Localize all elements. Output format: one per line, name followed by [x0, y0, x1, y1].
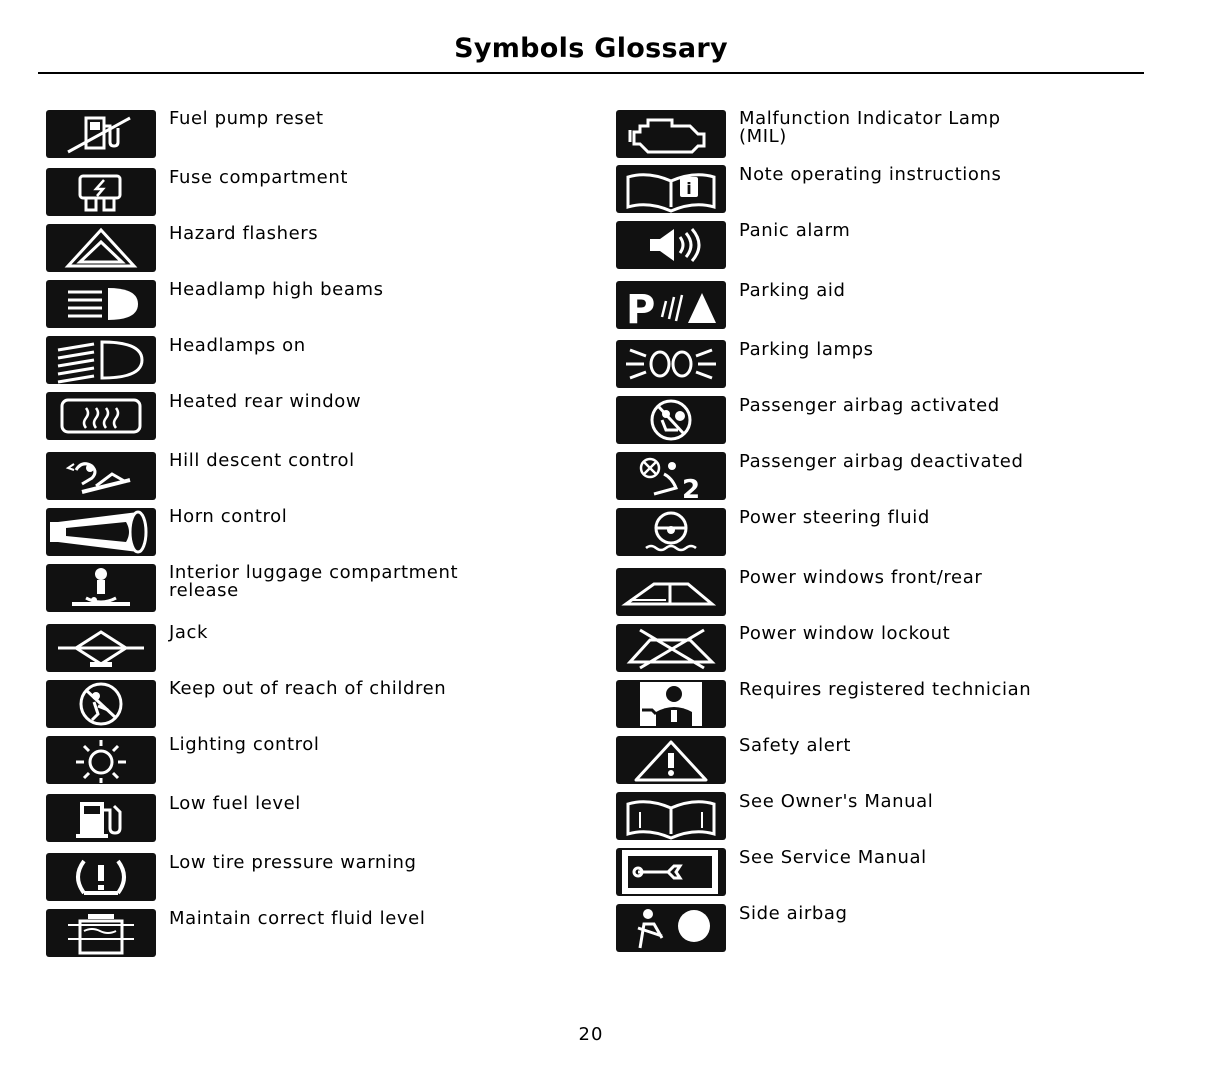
- glossary-label: Safety alert: [739, 735, 852, 756]
- open-book-icon: [616, 792, 726, 840]
- glossary-label: Interior luggage compartment release: [169, 562, 459, 601]
- glossary-label: Side airbag: [739, 903, 848, 924]
- jack-icon: [46, 624, 156, 672]
- parking-lamps-icon: [616, 340, 726, 388]
- glossary-label: Headlamp high beams: [169, 279, 384, 300]
- hazard-triangle-icon: [46, 224, 156, 272]
- rear-defrost-icon: [46, 392, 156, 440]
- parking-aid-icon: [616, 281, 726, 329]
- window-lockout-icon: [616, 624, 726, 672]
- fuel-pump-icon: [46, 794, 156, 842]
- glossary-label: Note operating instructions: [739, 164, 1002, 185]
- tire-pressure-icon: [46, 853, 156, 901]
- svg-text:i: i: [686, 179, 692, 198]
- glossary-label: Lighting control: [169, 734, 320, 755]
- glossary-label: Heated rear window: [169, 391, 362, 412]
- horn-icon: [46, 508, 156, 556]
- glossary-label: Power windows front/rear: [739, 567, 983, 588]
- glossary-label: Parking aid: [739, 280, 846, 301]
- glossary-label: Power window lockout: [739, 623, 951, 644]
- glossary-label: Maintain correct fluid level: [169, 908, 426, 929]
- glossary-label: Passenger airbag deactivated: [739, 451, 1024, 472]
- power-windows-icon: [616, 568, 726, 616]
- svg-text:2: 2: [682, 475, 701, 500]
- glossary-label: Panic alarm: [739, 220, 851, 241]
- hill-descent-icon: [46, 452, 156, 500]
- glossary-label: Horn control: [169, 506, 288, 527]
- svg-text:P: P: [626, 287, 656, 329]
- technician-icon: [616, 680, 726, 728]
- glossary-label: Headlamps on: [169, 335, 306, 356]
- safety-alert-icon: [616, 736, 726, 784]
- glossary-label: See Owner's Manual: [739, 791, 934, 812]
- airbag-deactivated-icon: [616, 452, 726, 500]
- glossary-label: Fuel pump reset: [169, 108, 324, 129]
- glossary-label: Malfunction Indicator Lamp (MIL): [739, 108, 1001, 147]
- high-beam-icon: [46, 280, 156, 328]
- fuel-pump-reset-icon: [46, 110, 156, 158]
- no-children-icon: [46, 680, 156, 728]
- engine-icon: [616, 110, 726, 158]
- glossary-label: Requires registered technician: [739, 679, 1032, 700]
- info-book-icon: [616, 165, 726, 213]
- page-title: Symbols Glossary: [454, 33, 728, 64]
- fuse-icon: [46, 168, 156, 216]
- glossary-label: See Service Manual: [739, 847, 927, 868]
- page-number: 20: [578, 1024, 604, 1045]
- glossary-label: Power steering fluid: [739, 507, 930, 528]
- speaker-icon: [616, 221, 726, 269]
- lighting-sun-icon: [46, 736, 156, 784]
- glossary-label: Low fuel level: [169, 793, 301, 814]
- glossary-label: Hill descent control: [169, 450, 355, 471]
- steering-wheel-icon: [616, 508, 726, 556]
- side-airbag-icon: [616, 904, 726, 952]
- trunk-release-icon: [46, 564, 156, 612]
- title-divider: [38, 72, 1144, 74]
- glossary-label: Hazard flashers: [169, 223, 319, 244]
- headlamp-icon: [46, 336, 156, 384]
- glossary-label: Jack: [169, 622, 209, 643]
- service-manual-icon: [616, 848, 726, 896]
- glossary-label: Parking lamps: [739, 339, 874, 360]
- airbag-activated-icon: [616, 396, 726, 444]
- glossary-label: Low tire pressure warning: [169, 852, 417, 873]
- glossary-label: Keep out of reach of children: [169, 678, 447, 699]
- glossary-label: Fuse compartment: [169, 167, 348, 188]
- glossary-label: Passenger airbag activated: [739, 395, 1000, 416]
- fluid-level-icon: [46, 909, 156, 957]
